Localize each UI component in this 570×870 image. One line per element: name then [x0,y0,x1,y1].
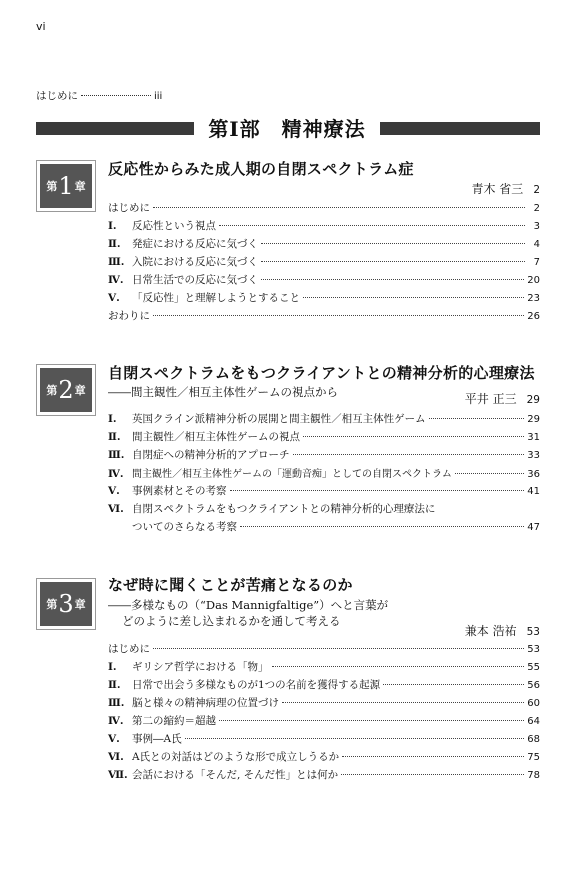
toc-leader [261,243,525,244]
chapter-author [465,622,540,639]
toc-roman-numeral: Ⅱ. [108,431,121,443]
toc-roman-numeral: Ⅰ. [108,661,117,673]
toc-leader [341,774,524,775]
chapter-badge [36,364,96,416]
chapter-subtitle-line2: どのように差し込まれるかを通して考える [122,614,341,628]
toc-roman-numeral: Ⅰ. [108,220,117,232]
part-header [36,116,540,142]
toc-entry-page: 2 [533,203,540,214]
chapter-prefix: 第 [46,598,58,611]
toc-entry-label: 事例素材とその考察 [132,485,227,497]
toc-entry[interactable] [108,200,540,218]
toc-entry-page: 47 [527,522,540,533]
toc-entry-label: 間主観性／相互主体性ゲームの視点 [132,431,300,443]
toc-entry[interactable] [108,767,540,785]
toc-entry[interactable] [108,236,540,254]
toc-leader [230,490,525,491]
chapter-suffix: 章 [74,384,86,397]
toc-entry[interactable] [108,447,540,465]
toc-entry-page: 36 [527,469,540,480]
toc-roman-numeral: Ⅲ. [108,256,125,268]
toc-entry[interactable] [108,254,540,272]
toc-entry-label: 間主観性／相互主体性ゲームの「運動音痴」としての自閉スペクトラム [132,469,452,480]
toc-roman-numeral: Ⅳ. [108,715,124,727]
toc-entry[interactable] [108,290,540,308]
toc-entry-label: 自閉スペクトラムをもつクライアントとの精神分析的心理療法に [132,503,436,515]
toc-entry-page: 56 [527,680,540,691]
toc-entry-label: はじめに [36,90,78,102]
toc-entry-label: 英国クライン派精神分析の展開と間主観性／相互主体性ゲーム [132,413,426,425]
chapter-title[interactable]: 自閉スペクトラムをもつクライアントとの精神分析的心理療法 [108,364,535,382]
toc-leader [455,473,524,474]
toc-entry[interactable] [108,695,540,713]
toc-leader [429,418,525,419]
chapter-toc [108,641,540,785]
toc-entry[interactable] [108,641,540,659]
toc-entry-page: 23 [527,293,540,304]
toc-roman-numeral: Ⅶ. [108,769,128,781]
toc-leader [185,738,525,739]
chapter-subtitle: ――間主観性／相互主体性ゲームの視点から [108,385,338,399]
toc-entry-page: 3 [533,221,540,232]
chapter-author [471,180,540,197]
toc-entry-label: はじめに [108,643,150,655]
chapter-suffix: 章 [74,598,86,611]
toc-entry-page: 29 [527,414,540,425]
toc-entry-label: ついてのさらなる考察 [132,521,237,533]
author-page: 29 [526,394,540,406]
toc-entry-page: 53 [527,644,540,655]
toc-leader [219,225,525,226]
toc-entry[interactable] [108,677,540,695]
toc-entry-page: 4 [533,239,540,250]
toc-entry-label: 日常で出会う多様なものが1つの名前を獲得する起源 [132,679,381,691]
chapter-toc [108,411,540,537]
chapter-title[interactable]: 反応性からみた成人期の自閉スペクトラム症 [108,160,414,178]
toc-entry[interactable] [108,465,540,483]
toc-entry-page: 60 [527,698,540,709]
toc-entry[interactable] [108,713,540,731]
toc-leader [153,315,524,316]
page-number: vi [36,20,46,33]
toc-entry[interactable] [108,731,540,749]
toc-entry[interactable] [108,411,540,429]
chapter-prefix: 第 [46,384,58,397]
author-page: 2 [533,184,540,196]
toc-entry-label: 第二の縮約＝超越 [132,715,216,727]
toc-roman-numeral: Ⅴ. [108,292,120,304]
toc-entry-page: 41 [527,486,540,497]
toc-entry-label: 会話における「そんだ, そんだ性」とは何か [132,769,339,781]
chapter-number: 3 [58,590,74,618]
toc-entry[interactable] [108,429,540,447]
chapter-subtitle: ――多様なもの（“Das Mannigfaltige”）へと言葉が [108,598,389,612]
toc-entry-page: 64 [527,716,540,727]
toc-entry-page: 68 [527,734,540,745]
toc-entry-label: 発症における反応に気づく [132,238,258,250]
part-title: 第Ⅰ部 精神療法 [208,117,366,141]
toc-entry[interactable] [108,272,540,290]
toc-leader [272,666,525,667]
toc-entry[interactable] [108,659,540,677]
toc-roman-numeral: Ⅲ. [108,449,125,461]
chapter-suffix: 章 [74,180,86,193]
toc-roman-numeral: Ⅳ. [108,468,124,480]
toc-entry-intro[interactable] [36,88,216,103]
chapter-badge [36,578,96,630]
author-name: 青木 省三 [471,182,524,196]
toc-leader [81,95,151,96]
part-bar-left [36,122,194,135]
toc-roman-numeral: Ⅴ. [108,485,120,497]
toc-roman-numeral: Ⅵ. [108,503,124,515]
author-page: 53 [526,626,540,638]
toc-leader [261,261,525,262]
toc-entry-page: 26 [527,311,540,322]
author-name: 兼本 浩祐 [464,624,517,638]
toc-entry-page: 75 [527,752,540,763]
toc-entry-label: はじめに [108,202,150,214]
toc-entry-label: 脳と様々の精神病理の位置づけ [132,697,279,709]
toc-leader [153,648,524,649]
toc-roman-numeral: Ⅵ. [108,751,124,763]
toc-entry-label: おわりに [108,310,150,322]
toc-leader [383,684,524,685]
chapter-number: 2 [58,376,74,404]
chapter-badge [36,160,96,212]
toc-leader [303,436,524,437]
toc-entry-page: 33 [527,450,540,461]
toc-entry-label: 事例―A氏 [132,733,182,745]
chapter-prefix: 第 [46,180,58,193]
toc-entry-label: 日常生活での反応に気づく [132,274,258,286]
chapter-toc [108,200,540,326]
toc-roman-numeral: Ⅰ. [108,413,117,425]
toc-entry-page: 55 [527,662,540,673]
toc-entry-page: 20 [527,275,540,286]
toc-entry-page: 7 [533,257,540,268]
toc-leader [153,207,525,208]
toc-entry-page: iii [154,91,163,102]
toc-entry[interactable] [108,749,540,767]
toc-entry-label: 「反応性」と理解しようとすること [132,292,300,304]
toc-entry[interactable] [108,308,540,326]
toc-roman-numeral: Ⅱ. [108,238,121,250]
toc-entry-label: 反応性という視点 [132,220,216,232]
author-name: 平井 正三 [464,392,517,406]
toc-entry-label: ギリシア哲学における「物」 [132,661,269,673]
part-bar-right [380,122,540,135]
toc-entry-page: 78 [527,770,540,781]
toc-entry[interactable] [108,519,540,537]
toc-entry[interactable] [108,501,540,519]
toc-roman-numeral: Ⅲ. [108,697,125,709]
toc-leader [282,702,524,703]
chapter-title[interactable]: なぜ時に聞くことが苦痛となるのか [108,576,353,594]
toc-leader [240,526,524,527]
toc-leader [219,720,524,721]
toc-entry-label: 自閉症への精神分析的アプローチ [132,449,290,461]
toc-entry-label: 入院における反応に気づく [132,256,258,268]
toc-leader [342,756,524,757]
toc-entry-label: A氏との対話はどのような形で成立しうるか [132,751,340,763]
toc-roman-numeral: Ⅱ. [108,679,121,691]
toc-leader [303,297,524,298]
toc-roman-numeral: Ⅴ. [108,733,120,745]
chapter-number: 1 [58,172,74,200]
toc-entry[interactable] [108,218,540,236]
toc-leader [293,454,525,455]
toc-leader [261,279,524,280]
chapter-author [465,390,540,407]
toc-entry-page: 31 [527,432,540,443]
toc-entry[interactable] [108,483,540,501]
toc-roman-numeral: Ⅳ. [108,274,124,286]
